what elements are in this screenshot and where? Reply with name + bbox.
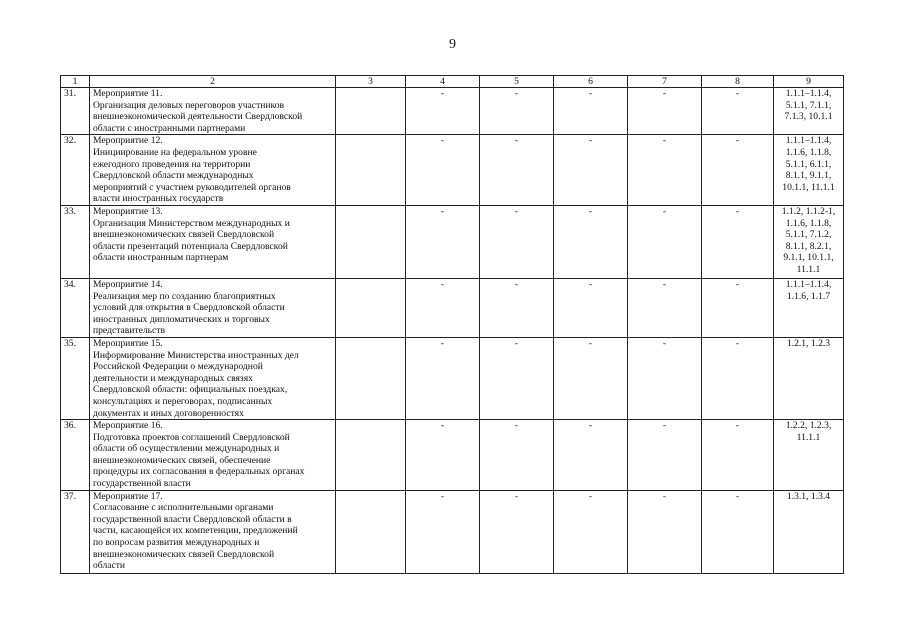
- description-line: Согласование с исполнительными органами: [93, 502, 274, 514]
- column-7-cell: -: [628, 490, 702, 573]
- column-8-cell: -: [702, 278, 774, 337]
- description-line: области: [93, 560, 126, 572]
- description-line: Мероприятие 13.: [93, 205, 163, 217]
- table-row: [61, 490, 844, 573]
- description-line: части, касающейся их компетенции, предложений: [93, 525, 298, 537]
- column-3-cell: [336, 278, 406, 337]
- column-6-cell: -: [554, 337, 628, 419]
- measure-description: [90, 88, 336, 135]
- description-line: условий для открытия в Свердловской области: [93, 302, 285, 314]
- column-header-6: 6: [554, 76, 628, 88]
- table-row: [61, 337, 844, 419]
- column-8-cell: -: [702, 337, 774, 419]
- description-line: внешнеэкономических связей Свердловской: [93, 229, 275, 241]
- column-header-1: 1: [61, 76, 90, 88]
- measure-description: [90, 135, 336, 206]
- column-8-cell: -: [702, 88, 774, 135]
- table-row: [61, 278, 844, 337]
- description-line: Мероприятие 17.: [93, 490, 163, 502]
- column-6-cell: -: [554, 88, 628, 135]
- column-8-cell: -: [702, 490, 774, 573]
- column-5-cell: -: [480, 337, 554, 419]
- indicator-references: [774, 88, 844, 135]
- column-7-cell: -: [628, 337, 702, 419]
- table-row: [61, 420, 844, 491]
- description-line: Российской Федерации о международной: [93, 361, 263, 373]
- column-7-cell: -: [628, 420, 702, 491]
- reference-line: 5.1.1, 6.1.1,: [785, 158, 832, 170]
- column-5-cell: -: [480, 420, 554, 491]
- reference-line: 11.1.1: [796, 431, 821, 443]
- description-line: области об осуществлении международных и: [93, 443, 280, 455]
- column-5-cell: -: [480, 205, 554, 278]
- column-header-9: 9: [774, 76, 844, 88]
- column-6-cell: -: [554, 135, 628, 206]
- description-line: Мероприятие 14.: [93, 278, 163, 290]
- column-4-cell: -: [406, 135, 480, 206]
- column-header-5: 5: [480, 76, 554, 88]
- row-number: 33.: [61, 205, 90, 278]
- reference-line: 8.1.1, 9.1.1,: [785, 170, 832, 182]
- column-8-cell: -: [702, 205, 774, 278]
- column-header-8: 8: [702, 76, 774, 88]
- column-4-cell: -: [406, 490, 480, 573]
- description-line: государственной власти: [93, 478, 191, 490]
- column-header-4: 4: [406, 76, 480, 88]
- column-6-cell: -: [554, 490, 628, 573]
- column-header-3: 3: [336, 76, 406, 88]
- column-5-cell: -: [480, 135, 554, 206]
- description-line: Мероприятие 15.: [93, 337, 163, 349]
- description-line: внешнеэкономических связей Свердловской: [93, 548, 275, 560]
- reference-line: 5.1.1, 7.1.1,: [785, 99, 832, 111]
- reference-line: 1.2.1, 1.2.3: [786, 337, 831, 349]
- description-line: Организация деловых переговоров участников: [93, 99, 285, 111]
- table-header: [61, 76, 844, 88]
- measure-description: [90, 278, 336, 337]
- description-line: Реализация мер по созданию благоприятных: [93, 290, 276, 302]
- description-line: по вопросам развития международных и: [93, 537, 260, 549]
- description-line: Информирование Министерства иностранных дел: [93, 349, 299, 361]
- description-line: документах и иных договоренностях: [93, 407, 244, 419]
- measure-description: [90, 490, 336, 573]
- column-7-cell: -: [628, 88, 702, 135]
- reference-line: 1.1.1–1.1.4,: [785, 135, 832, 147]
- description-line: области презентаций потенциала Свердловской: [93, 240, 288, 252]
- column-7-cell: -: [628, 205, 702, 278]
- description-line: иностранных дипломатических и торговых: [93, 313, 270, 325]
- column-6-cell: -: [554, 278, 628, 337]
- column-3-cell: [336, 420, 406, 491]
- column-3-cell: [336, 490, 406, 573]
- reference-line: 1.1.1–1.1.4,: [785, 278, 832, 290]
- table-row: [61, 88, 844, 135]
- column-3-cell: [336, 135, 406, 206]
- description-line: ежегодного проведения на территории: [93, 158, 251, 170]
- description-line: внешнеэкономических связей, обеспечение: [93, 454, 271, 466]
- description-line: внешнеэкономической деятельности Свердловской: [93, 111, 303, 123]
- table-row: [61, 205, 844, 278]
- column-5-cell: -: [480, 278, 554, 337]
- column-3-cell: [336, 337, 406, 419]
- indicator-references: [774, 205, 844, 278]
- column-header-7: 7: [628, 76, 702, 88]
- table-row: [61, 135, 844, 206]
- description-line: Свердловской области: официальных поездках,: [93, 384, 288, 396]
- description-line: Мероприятие 11.: [93, 88, 163, 99]
- column-7-cell: -: [628, 278, 702, 337]
- reference-line: 9.1.1, 10.1.1,: [783, 252, 834, 264]
- column-6-cell: -: [554, 420, 628, 491]
- description-line: деятельности и международных связях: [93, 372, 253, 384]
- row-number: 37.: [61, 490, 90, 573]
- indicator-references: [774, 278, 844, 337]
- header-row: [61, 76, 844, 88]
- measures-table: [60, 75, 844, 574]
- description-line: Подготовка проектов соглашений Свердловской: [93, 431, 290, 443]
- reference-line: 1.1.2, 1.1.2-1,: [781, 205, 836, 217]
- measure-description: [90, 337, 336, 419]
- column-header-2: 2: [90, 76, 336, 88]
- column-3-cell: [336, 88, 406, 135]
- column-8-cell: -: [702, 420, 774, 491]
- description-line: Свердловской области международных: [93, 170, 254, 182]
- reference-line: 1.3.1, 1.3.4: [786, 490, 831, 502]
- indicator-references: [774, 135, 844, 206]
- description-line: процедуры их согласования в федеральных органах: [93, 466, 305, 478]
- row-number: 31.: [61, 88, 90, 135]
- reference-line: 1.2.2, 1.2.3,: [785, 420, 832, 432]
- reference-line: 8.1.1, 8.2.1,: [785, 240, 832, 252]
- indicator-references: [774, 337, 844, 419]
- reference-line: 11.1.1: [796, 263, 821, 275]
- row-number: 32.: [61, 135, 90, 206]
- description-line: области иностранным партнерам: [93, 252, 229, 264]
- reference-line: 10.1.1, 11.1.1: [782, 181, 835, 193]
- reference-line: 1.1.1–1.1.4,: [785, 88, 832, 99]
- description-line: Организация Министерством международных и: [93, 217, 290, 229]
- column-6-cell: -: [554, 205, 628, 278]
- description-line: Мероприятие 16.: [93, 420, 163, 432]
- column-4-cell: -: [406, 205, 480, 278]
- row-number: 35.: [61, 337, 90, 419]
- indicator-references: [774, 490, 844, 573]
- description-line: консультациях и переговорах, подписанных: [93, 395, 273, 407]
- column-3-cell: [336, 205, 406, 278]
- description-line: Мероприятие 12.: [93, 135, 163, 147]
- column-7-cell: -: [628, 135, 702, 206]
- column-4-cell: -: [406, 88, 480, 135]
- reference-line: 1.1.6, 1.1.8,: [785, 217, 832, 229]
- reference-line: 5.1.1, 7.1.2,: [785, 229, 832, 241]
- reference-line: 1.1.6, 1.1.8,: [785, 146, 832, 158]
- column-4-cell: -: [406, 278, 480, 337]
- page-number: 9: [449, 37, 456, 52]
- row-number: 34.: [61, 278, 90, 337]
- column-5-cell: -: [480, 88, 554, 135]
- description-line: мероприятий с участием руководителей органов: [93, 181, 291, 193]
- column-4-cell: -: [406, 337, 480, 419]
- description-line: власти иностранных государств: [93, 193, 224, 205]
- reference-line: 1.1.6, 1.1.7: [786, 290, 831, 302]
- table-body: [61, 88, 844, 574]
- row-number: 36.: [61, 420, 90, 491]
- description-line: государственной власти Свердловской области в: [93, 513, 292, 525]
- column-8-cell: -: [702, 135, 774, 206]
- measure-description: [90, 420, 336, 491]
- column-4-cell: -: [406, 420, 480, 491]
- description-line: Инициирование на федеральном уровне: [93, 146, 257, 158]
- description-line: представительств: [93, 325, 166, 337]
- description-line: области с иностранными партнерами: [93, 122, 246, 134]
- reference-line: 7.1.3, 10.1.1: [784, 111, 833, 123]
- measure-description: [90, 205, 336, 278]
- column-5-cell: -: [480, 490, 554, 573]
- indicator-references: [774, 420, 844, 491]
